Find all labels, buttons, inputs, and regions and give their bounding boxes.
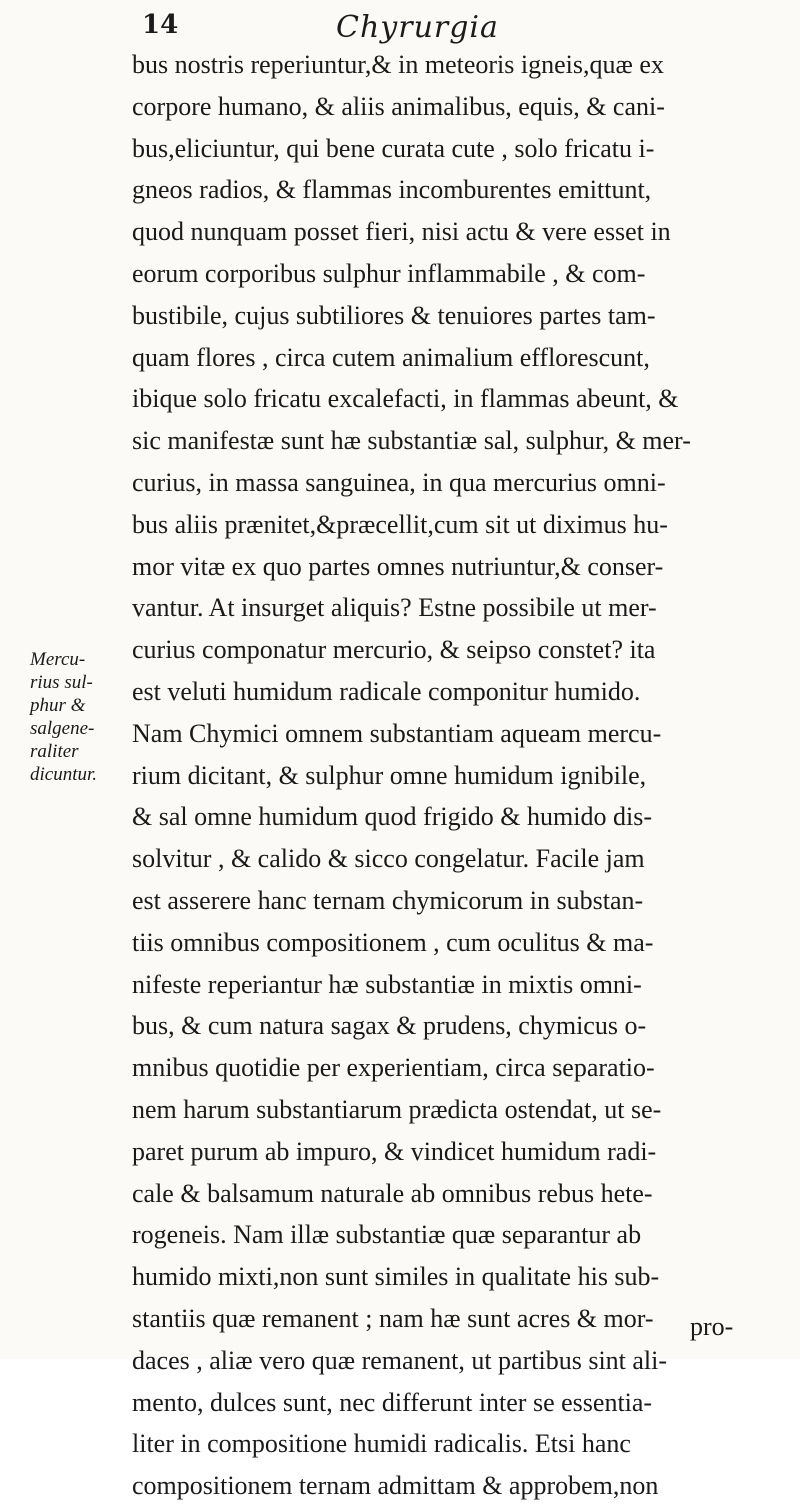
text-line: gneos radios, & flammas incomburentes emittunt,: [132, 175, 652, 205]
marginal-note-line: raliter: [30, 741, 79, 762]
text-line: mento, dulces sunt, nec differunt inter se essentia-: [132, 1387, 653, 1417]
text-line: compositionem ternam admittam & approbem,non: [132, 1471, 659, 1501]
text-line: solvitur , & calido & sicco congelatur. Facile jam: [132, 844, 645, 874]
text-line: cale & balsamum naturale ab omnibus rebus hete-: [132, 1178, 653, 1208]
text-line: bus nostris reperiuntur,& in meteoris igneis,quæ ex: [132, 50, 664, 79]
text-line: ibique solo fricatu excalefacti, in flammas abeunt, &: [132, 384, 679, 414]
marginal-note-line: dicuntur.: [30, 764, 98, 785]
text-line: & sal omne humidum quod frigido & humido dis-: [132, 802, 652, 832]
text-line: nem harum substantiarum prædicta ostendat, ut se-: [132, 1094, 662, 1124]
text-line: Nam Chymici omnem substantiam aqueam mercu-: [132, 718, 662, 748]
catchword: pro-: [690, 1312, 734, 1341]
text-line: daces , aliæ vero quæ remanent, ut partibus sint ali-: [132, 1345, 668, 1375]
text-line: bus,eliciuntur, qui bene curata cute , solo fricatu i-: [132, 133, 655, 163]
text-line: nifeste reperiantur hæ substantiæ in mixtis omni-: [132, 969, 642, 999]
text-line: curius componatur mercurio, & seipso constet? ita: [132, 635, 656, 665]
text-line: corpore humano, & aliis animalibus, equis, & cani-: [132, 91, 665, 121]
text-line: quam flores , circa cutem animalium efflorescunt,: [132, 342, 650, 372]
text-line: est veluti humidum radicale componitur humido.: [132, 676, 641, 706]
text-line: quod nunquam posset fieri, nisi actu & vere esset in: [132, 217, 671, 247]
text-line: vantur. At insurget aliquis? Estne possibile ut mer-: [132, 593, 657, 623]
text-line: stantiis quæ remanent ; nam hæ sunt acres & mor-: [132, 1303, 654, 1333]
text-line: rogeneis. Nam illæ substantiæ quæ separantur ab: [132, 1220, 642, 1250]
marginal-note: [30, 648, 130, 786]
text-line: tiis omnibus compositionem , cum oculitus & ma-: [132, 927, 654, 957]
text-line: mnibus quotidie per experientiam, circa separatio-: [132, 1053, 655, 1083]
marginal-note-line: Mercu-: [30, 649, 86, 670]
text-line: paret purum ab impuro, & vindicet humidum radi-: [132, 1136, 657, 1166]
text-line: est asserere hanc ternam chymicorum in substan-: [132, 885, 644, 915]
marginal-note-line: salgene-: [30, 718, 95, 739]
text-line: humido mixti,non sunt similes in qualitate his sub-: [132, 1262, 660, 1292]
page-header: [138, 4, 758, 44]
text-line: bus aliis prænitet,&præcellit,cum sit ut diximus hu-: [132, 509, 668, 539]
text-line: liter in compositione humidi radicalis. Etsi hanc: [132, 1429, 631, 1459]
text-line: eorum corporibus sulphur inflammabile , & com-: [132, 258, 646, 288]
body-text: [132, 44, 772, 1507]
text-line: bus, & cum natura sagax & prudens, chymicus o-: [132, 1011, 647, 1041]
text-line: sic manifestæ sunt hæ substantiæ sal, sulphur, & mer-: [132, 426, 691, 456]
text-line: bustibile, cujus subtiliores & tenuiores partes tam-: [132, 300, 656, 330]
marginal-note-line: rius sul-: [30, 672, 93, 693]
text-line: mor vitæ ex quo partes omnes nutriuntur,& conser-: [132, 551, 664, 581]
text-line: curius, in massa sanguinea, in qua mercurius omni-: [132, 467, 666, 497]
text-line: rium dicitant, & sulphur omne humidum ignibile,: [132, 760, 647, 790]
page-number: 14: [142, 10, 179, 40]
marginal-note-line: phur &: [30, 695, 86, 716]
running-head: Chyrurgia: [336, 10, 499, 45]
